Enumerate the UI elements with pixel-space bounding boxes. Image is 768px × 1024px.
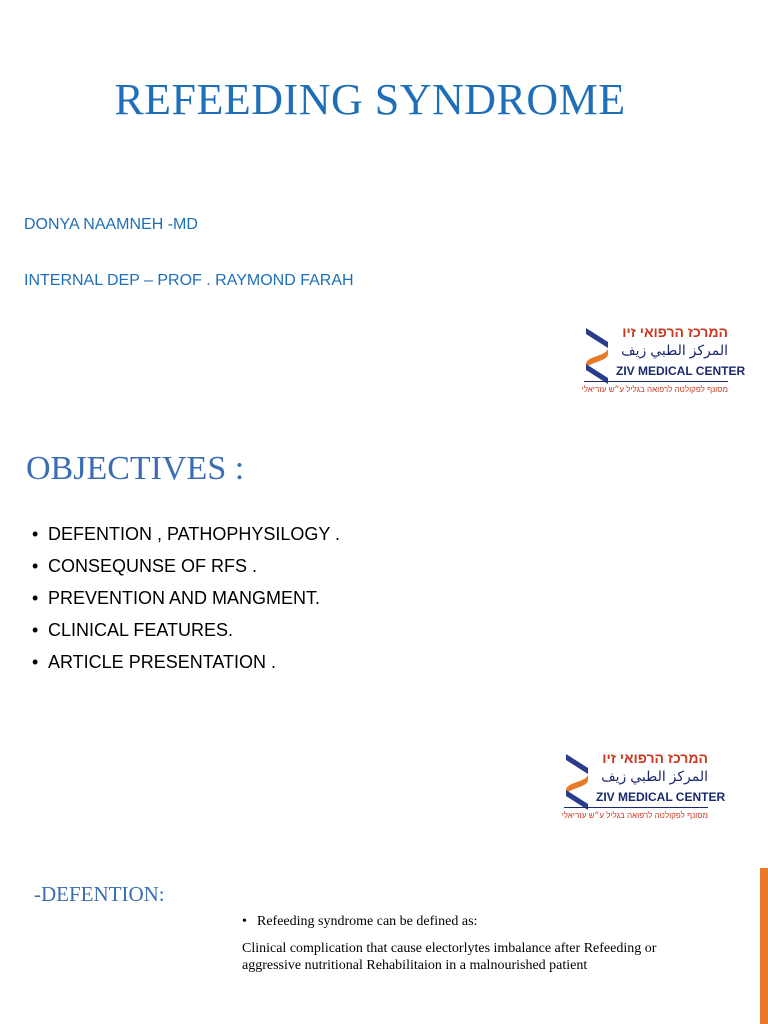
logo-english-text: ZIV MEDICAL CENTER — [616, 364, 746, 378]
accent-bar — [760, 868, 768, 1024]
definition-body: Clinical complication that cause electorlytes imbalance after Refeeding or aggressive nutritional Rehabilitaion in a malnourished patient — [242, 941, 657, 973]
ziv-logo-mark-icon — [562, 752, 592, 812]
bullet-icon: • — [32, 620, 39, 640]
objectives-list — [32, 522, 340, 682]
ziv-medical-center-logo — [562, 750, 730, 838]
logo-divider — [584, 381, 728, 382]
list-item: • PREVENTION AND MANGMENT. — [32, 588, 321, 608]
department-line: INTERNAL DEP – PROF . RAYMOND FARAH — [24, 272, 354, 289]
list-item: • DEFENTION , PATHOPHYSILOGY . — [32, 524, 341, 544]
logo-hebrew-text: המרכז הרפואי זיו — [622, 324, 728, 340]
logo-arabic-text: المركز الطبي زيف — [621, 342, 728, 358]
bullet-icon: • — [32, 524, 39, 544]
logo-tagline: מסונף לפקולטה לרפואה בגליל ע״ש עזריאלי — [581, 385, 728, 394]
logo-arabic-text: المركز الطبي زيف — [601, 768, 708, 784]
ziv-logo-mark-icon — [582, 326, 612, 386]
objectives-title: OBJECTIVES : — [26, 450, 245, 487]
bullet-icon: • — [32, 652, 39, 672]
logo-hebrew-text: המרכז הרפואי זיו — [602, 750, 708, 766]
list-item: • CONSEQUNSE OF RFS . — [32, 556, 258, 576]
ziv-medical-center-logo — [582, 324, 750, 412]
bullet-icon: • — [242, 914, 247, 929]
definition-slide — [0, 860, 768, 1024]
logo-divider — [564, 807, 708, 808]
logo-english-text: ZIV MEDICAL CENTER — [596, 790, 726, 804]
list-item: • CLINICAL FEATURES. — [32, 620, 234, 640]
title-slide — [0, 0, 768, 430]
definition-title: -DEFENTION: — [34, 882, 165, 906]
logo-tagline: מסונף לפקולטה לרפואה בגליל ע״ש עזריאלי — [561, 811, 708, 820]
slide-title: REFEEDING SYNDROME — [114, 75, 626, 124]
bullet-icon: • — [32, 556, 39, 576]
list-item: • ARTICLE PRESENTATION . — [32, 652, 277, 672]
author-name: DONYA NAAMNEH -MD — [24, 216, 198, 233]
definition-bullet: • Refeeding syndrome can be defined as: — [242, 914, 478, 929]
objectives-slide — [0, 430, 768, 860]
bullet-icon: • — [32, 588, 39, 608]
